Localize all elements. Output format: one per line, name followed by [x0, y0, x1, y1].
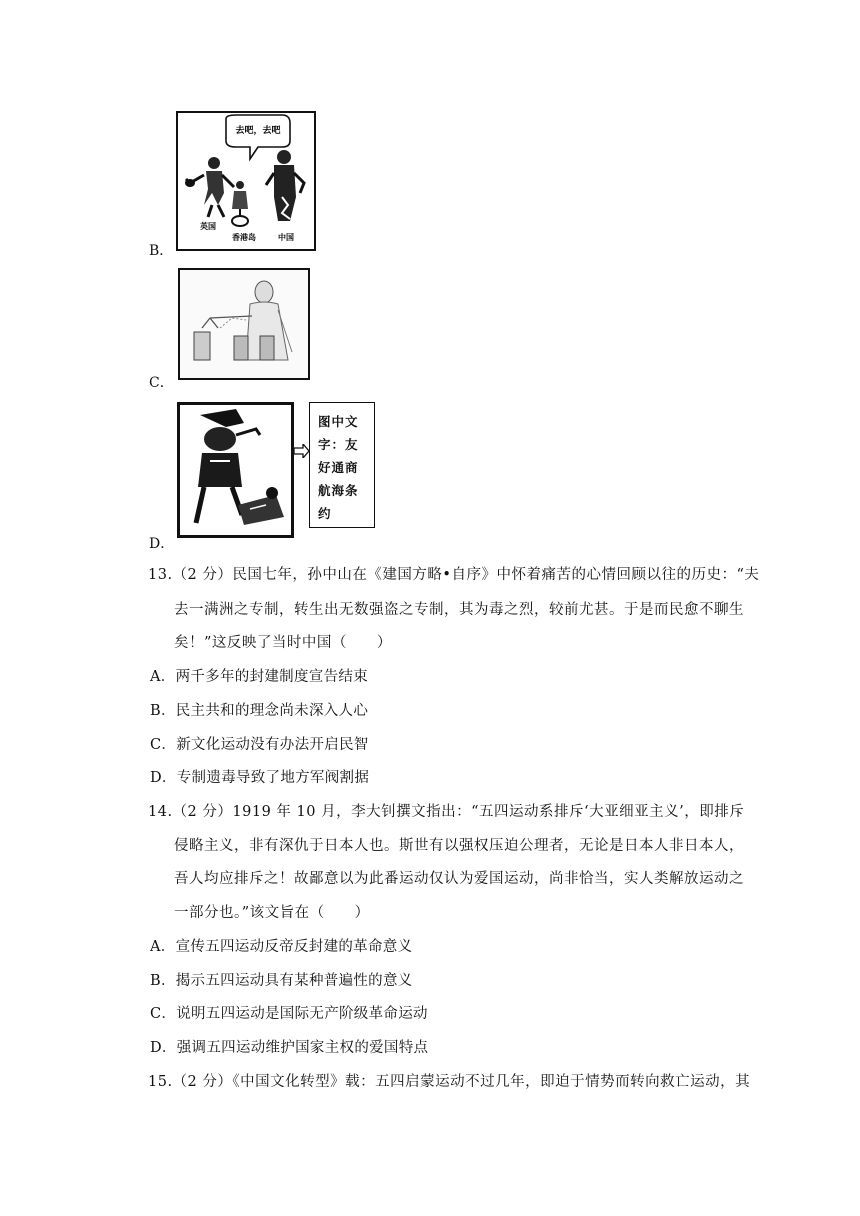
q13-option-d[interactable]: D．专制遗毒导致了地方军阀割据	[150, 770, 370, 786]
q14-stem-line-2: 侵略主义，非有深仇于日本人也。斯世有以强权压迫公理者，无论是日本人非日本人，	[174, 838, 744, 854]
label-hongkong: 香港岛	[232, 233, 256, 242]
q13-stem-line-1: 13.（2 分）民国七年，孙中山在《建国方略•自序》中怀着痛苦的心情回顾以往的历史：“夫	[148, 567, 760, 583]
caption-line: 好通商	[318, 460, 359, 475]
option-b-letter: B．	[149, 243, 174, 259]
speech-text: 去吧，去吧	[235, 126, 281, 136]
q14-option-a[interactable]: A．宣传五四运动反帝反封建的革命意义	[150, 939, 413, 955]
q14-stem-line-4: 一部分也。”该文旨在（ ）	[174, 905, 370, 921]
option-c-letter: C．	[149, 375, 174, 391]
q13-option-c[interactable]: C．新文化运动没有办法开启民智	[150, 737, 369, 753]
option-b-cartoon	[176, 111, 316, 251]
caption-line: 约	[318, 506, 332, 521]
treaty-caption-box	[309, 402, 375, 528]
q14-stem-line-1: 14.（2 分）1919 年 10 月，李大钊撰文指出：“五四运动系排斥‘大亚细亚主义’，即排斥	[148, 804, 745, 820]
label-china: 中国	[278, 233, 294, 242]
caption-line: 图中文	[318, 414, 359, 429]
cartoon-treaty-image	[180, 405, 291, 535]
caption-line: 字：友	[318, 437, 359, 452]
cartoon-britain-hongkong-image	[178, 113, 313, 248]
q13-stem-line-3: 矣！”这反映了当时中国（ ）	[174, 635, 392, 651]
arrow-right-icon	[294, 443, 308, 457]
label-britain: 英国	[200, 222, 216, 231]
q13-option-b[interactable]: B．民主共和的理念尚未深入人心	[150, 703, 369, 719]
q14-option-c[interactable]: C．说明五四运动是国际无产阶级革命运动	[150, 1006, 428, 1022]
cartoon-merchant-image	[180, 270, 308, 378]
caption-line: 航海条	[318, 483, 359, 498]
q15-stem-line-1: 15.（2 分）《中国文化转型》载：五四启蒙运动不过几年，即迫于情势而转向救亡运动，其	[148, 1074, 751, 1090]
option-d-cartoon	[177, 402, 294, 538]
option-c-cartoon	[178, 268, 310, 380]
q14-option-b[interactable]: B．揭示五四运动具有某种普遍性的意义	[150, 973, 413, 989]
q13-stem-line-2: 去一满洲之专制，转生出无数强盗之专制，其为毒之烈，较前尤甚。于是而民愈不聊生	[174, 602, 744, 618]
q13-option-a[interactable]: A．两千多年的封建制度宣告结束	[150, 669, 368, 685]
q14-stem-line-3: 吾人均应排斥之！故鄙意以为此番运动仅认为爱国运动，尚非恰当，实人类解放运动之	[174, 871, 744, 887]
option-d-letter: D．	[149, 536, 175, 552]
q14-option-d[interactable]: D．强调五四运动维护国家主权的爱国特点	[150, 1040, 429, 1056]
